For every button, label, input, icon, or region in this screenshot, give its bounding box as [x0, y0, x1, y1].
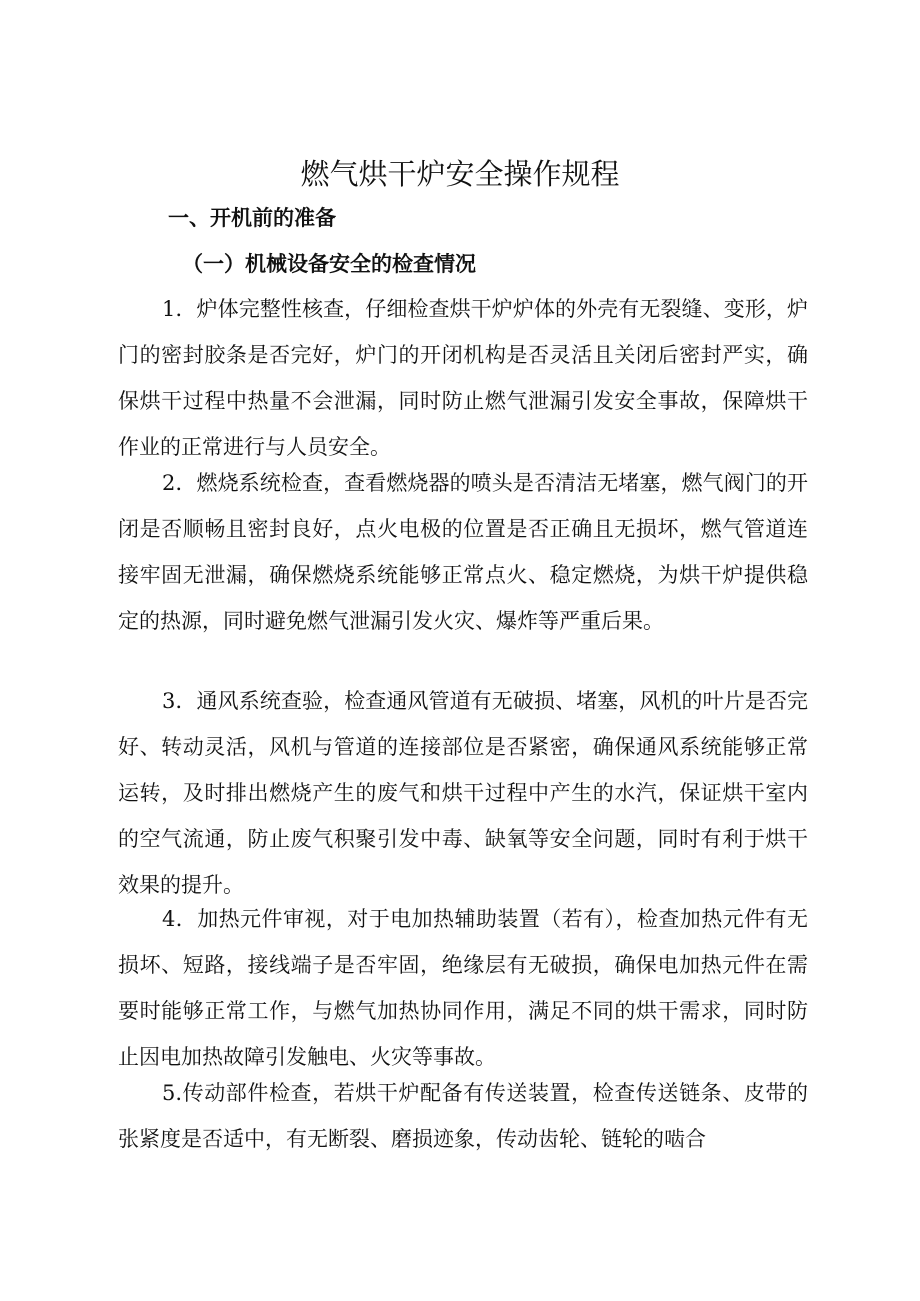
section-heading: 一、开机前的准备 — [168, 206, 336, 230]
paragraph-1: 1．炉体完整性核查，仔细检查烘干炉炉体的外壳有无裂缝、变形，炉门的密封胶条是否完好，炉门的开闭机构是否灵活且关闭后密封严实，确保烘干过程中热量不会泄漏，同时防止燃气泄漏引发安全事故，保障烘干作业的正常进行与人员安全。 — [118, 297, 808, 459]
subsection-heading: （一）机械设备安全的检查情况 — [182, 252, 476, 276]
paragraph-4: 4．加热元件审视，对于电加热辅助装置（若有），检查加热元件有无损坏、短路，接线端子是否牢固，绝缘层有无破损，确保电加热元件在需要时能够正常工作，与燃气加热协同作用，满足不同的烘干需求，同时防止因电加热故障引发触电、火灾等事故。 — [118, 907, 808, 1069]
paragraph-2: 2．燃烧系统检查，查看燃烧器的喷头是否清洁无堵塞，燃气阀门的开闭是否顺畅且密封良好，点火电极的位置是否正确且无损坏，燃气管道连接牢固无泄漏，确保燃烧系统能够正常点火、稳定燃烧，为烘干炉提供稳定的热源，同时避免燃气泄漏引发火灾、爆炸等严重后果。 — [118, 471, 808, 633]
paragraph-3: 3．通风系统查验，检查通风管道有无破损、堵塞，风机的叶片是否完好、转动灵活，风机与管道的连接部位是否紧密，确保通风系统能够正常运转，及时排出燃烧产生的废气和烘干过程中产生的水汽，保证烘干室内的空气流通，防止废气积聚引发中毒、缺氧等安全问题，同时有利于烘干效果的提升。 — [118, 689, 808, 897]
document-title: 燃气烘干炉安全操作规程 — [300, 157, 620, 191]
paragraph-5: 5.传动部件检查，若烘干炉配备有传送装置，检查传送链条、皮带的张紧度是否适中，有无断裂、磨损迹象，传动齿轮、链轮的啮合 — [118, 1081, 808, 1151]
